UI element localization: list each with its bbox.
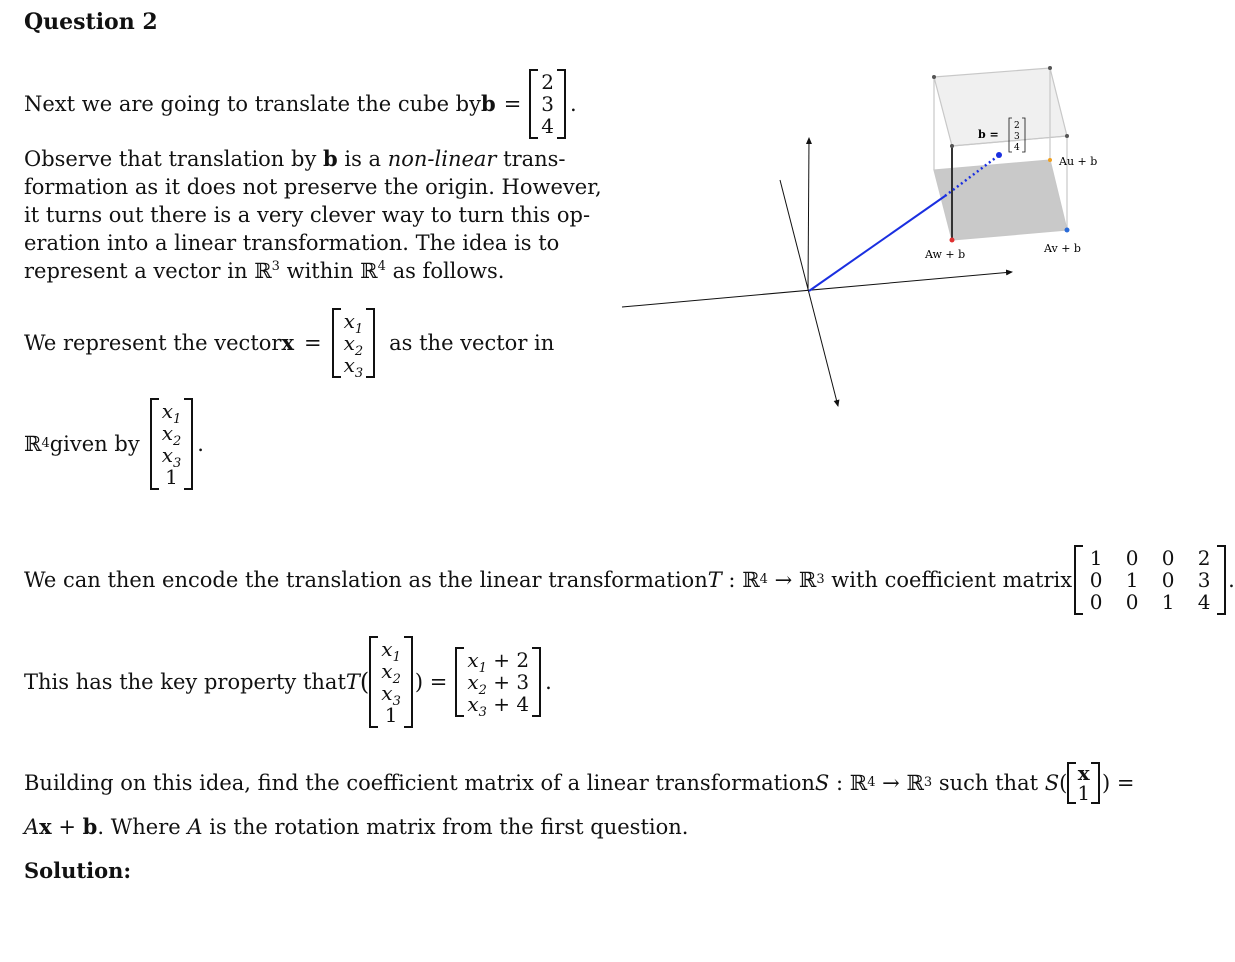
z-axis — [808, 138, 809, 291]
aw-label: Aw + b — [925, 248, 966, 261]
transformation-symbol: S — [1044, 771, 1060, 795]
emphasis-nonlinear: non-linear — [387, 147, 497, 171]
text: We represent the vector — [24, 331, 282, 355]
paragraph-line — [24, 145, 564, 173]
matrix-symbol: A — [24, 815, 40, 839]
matrix-entry: 0 — [1125, 546, 1139, 570]
vector-x-symbol: x — [39, 814, 52, 839]
translation-sentence — [24, 62, 577, 146]
mini-entry: 3 — [1014, 132, 1020, 142]
arrow: → — [875, 771, 907, 795]
matrix-entry: 1 — [1089, 546, 1103, 570]
b-label: b = — [978, 128, 999, 141]
transformation-symbol: T — [345, 670, 360, 694]
paren: ( — [1059, 771, 1068, 795]
text: Observe that translation by — [24, 147, 323, 171]
r4-sentence: ℝ 4 given by $x_1$ $x_2$ $x_3$ 1 . — [24, 399, 204, 489]
vertex-au — [1048, 158, 1052, 162]
equals-sign: = — [303, 331, 322, 355]
period: . — [570, 92, 577, 116]
encode-sentence: We can then encode the translation as the linear transformation T : ℝ 4 → ℝ 3 with coefficient matrix 1 0 0 2 0 1 0 3 0 0 1 4 . — [24, 546, 1235, 614]
vector-x-matrix — [332, 308, 376, 381]
vector-b-entry: 3 — [541, 92, 555, 116]
task-sentence-line2 — [24, 814, 688, 840]
mini-entry: 2 — [1014, 121, 1020, 131]
matrix-entry: $x_3 + 4$ — [467, 692, 530, 720]
matrix-entry: 0 — [1125, 590, 1139, 614]
homogeneous-vector-matrix — [150, 398, 194, 490]
text: is a — [337, 147, 388, 171]
matrix-entry: 1 — [1077, 781, 1091, 805]
equals-sign: = — [503, 92, 522, 116]
task-sentence-line1: Building on this idea, find the coefficient matrix of a linear transformation S : ℝ 4 → ℝ 3 such that S ( x 1 ) = — [24, 761, 1135, 805]
text: with coefficient matrix — [824, 568, 1073, 592]
vector-b-symbol: b — [82, 814, 98, 839]
translated-vector-matrix — [455, 647, 541, 720]
text: : — [829, 771, 850, 795]
period: . — [1228, 568, 1235, 592]
transformation-symbol: T — [707, 568, 722, 592]
matrix-symbol: A — [187, 815, 203, 839]
matrix-entry: $x_2$ — [381, 659, 401, 687]
paren-equals: ) = — [1102, 771, 1135, 795]
text: as the vector in — [389, 331, 555, 355]
reals-symbol: ℝ — [798, 568, 817, 592]
nonlinear-paragraph — [24, 145, 602, 285]
vector-x-symbol: x — [281, 330, 294, 355]
matrix-entry: $x_3$ — [343, 353, 364, 381]
matrix-entry: x — [1077, 761, 1090, 785]
vertex — [1065, 134, 1069, 138]
matrix-entry: 0 — [1089, 590, 1103, 614]
matrix-entry: 3 — [1197, 568, 1211, 592]
vector-b-entry: 4 — [541, 114, 555, 138]
text: trans- — [496, 147, 566, 171]
cube-bottom-face — [934, 160, 1067, 240]
au-label: Au + b — [1059, 155, 1098, 168]
mini-entry: 4 — [1014, 143, 1020, 153]
paragraph-line: eration into a linear transformation. The idea is to — [24, 231, 560, 255]
text: We can then encode the translation as the linear transformation — [24, 568, 708, 592]
text: within — [279, 259, 361, 283]
matrix-entry: 1 — [165, 465, 178, 489]
reals-symbol: ℝ — [742, 568, 760, 592]
text: such that — [932, 771, 1045, 795]
matrix-entry: $x_3$ — [161, 443, 182, 471]
vector-b-symbol: b — [322, 146, 338, 171]
matrix-entry: $x_2$ — [343, 331, 364, 359]
paren: ( — [359, 668, 370, 696]
vector-tip — [996, 152, 1002, 158]
text: given by — [49, 432, 140, 456]
matrix-entry: $x_1$ — [343, 309, 364, 337]
reals-symbol: ℝ — [906, 771, 924, 795]
vertex — [932, 75, 936, 79]
text: is the rotation matrix from the first question. — [202, 815, 689, 839]
vertex — [1048, 66, 1052, 70]
matrix-entry: 1 — [1161, 590, 1175, 614]
vector-b-symbol: b — [481, 91, 496, 116]
arrow: → — [767, 568, 799, 592]
solution-label: Solution: — [24, 858, 132, 883]
paren-equals: ) = — [414, 670, 448, 694]
matrix-entry: $x_1 + 2$ — [467, 648, 530, 676]
exponent: 4 — [377, 259, 386, 274]
represent-sentence — [24, 300, 554, 386]
matrix-entry: 0 — [1161, 568, 1175, 592]
text: represent a vector in — [24, 259, 255, 283]
vertex-av — [1065, 228, 1070, 233]
question-heading: Question 2 — [24, 9, 158, 35]
matrix-entry: $x_2$ — [161, 421, 182, 449]
matrix-entry: 0 — [1161, 546, 1175, 570]
paragraph-line: formation as it does not preserve the origin. However, — [24, 175, 602, 199]
matrix-entry: $x_2 + 3$ — [467, 670, 530, 698]
text: . Where — [97, 815, 188, 839]
reals-symbol: ℝ — [360, 259, 378, 283]
cube-translation-figure — [600, 50, 1160, 420]
vertex — [950, 144, 954, 148]
transformation-symbol: S — [814, 771, 830, 795]
translation-vector — [809, 196, 945, 291]
translation-coefficient-matrix — [1074, 545, 1226, 615]
vector-b-entry: 2 — [541, 70, 555, 94]
matrix-entry: 1 — [384, 703, 398, 727]
reals-symbol: ℝ — [849, 771, 868, 795]
text: + — [51, 815, 83, 839]
period: . — [545, 670, 552, 694]
translation-text: Next we are going to translate the cube by — [24, 92, 481, 116]
matrix-entry: $x_1$ — [161, 399, 182, 427]
x-axis — [622, 272, 1012, 307]
text: : — [721, 568, 743, 592]
text: Building on this idea, find the coefficient matrix of a linear transformation — [24, 771, 815, 795]
cube-top-face — [934, 68, 1067, 146]
matrix-entry: 2 — [1197, 546, 1211, 570]
paragraph-line — [24, 257, 564, 285]
reals-symbol: ℝ — [24, 432, 42, 456]
paragraph-line: it turns out there is a very clever way to turn this op- — [24, 203, 591, 227]
matrix-entry: $x_3$ — [381, 681, 401, 709]
text: as follows. — [385, 259, 505, 283]
input-vector-matrix — [1067, 762, 1100, 804]
av-label: Av + b — [1044, 242, 1081, 255]
vector-b-matrix — [529, 69, 566, 139]
homogeneous-vector-matrix — [369, 636, 413, 728]
vertex-aw — [950, 238, 955, 243]
reals-symbol: ℝ — [254, 259, 272, 283]
matrix-entry: 1 — [1125, 568, 1139, 592]
matrix-entry: 0 — [1089, 568, 1103, 592]
text: This has the key property that — [24, 670, 346, 694]
exponent: 3 — [271, 259, 280, 274]
period: . — [197, 432, 204, 456]
matrix-entry: $x_1$ — [381, 637, 401, 665]
matrix-entry: 4 — [1197, 590, 1211, 614]
key-property-sentence — [24, 626, 552, 738]
